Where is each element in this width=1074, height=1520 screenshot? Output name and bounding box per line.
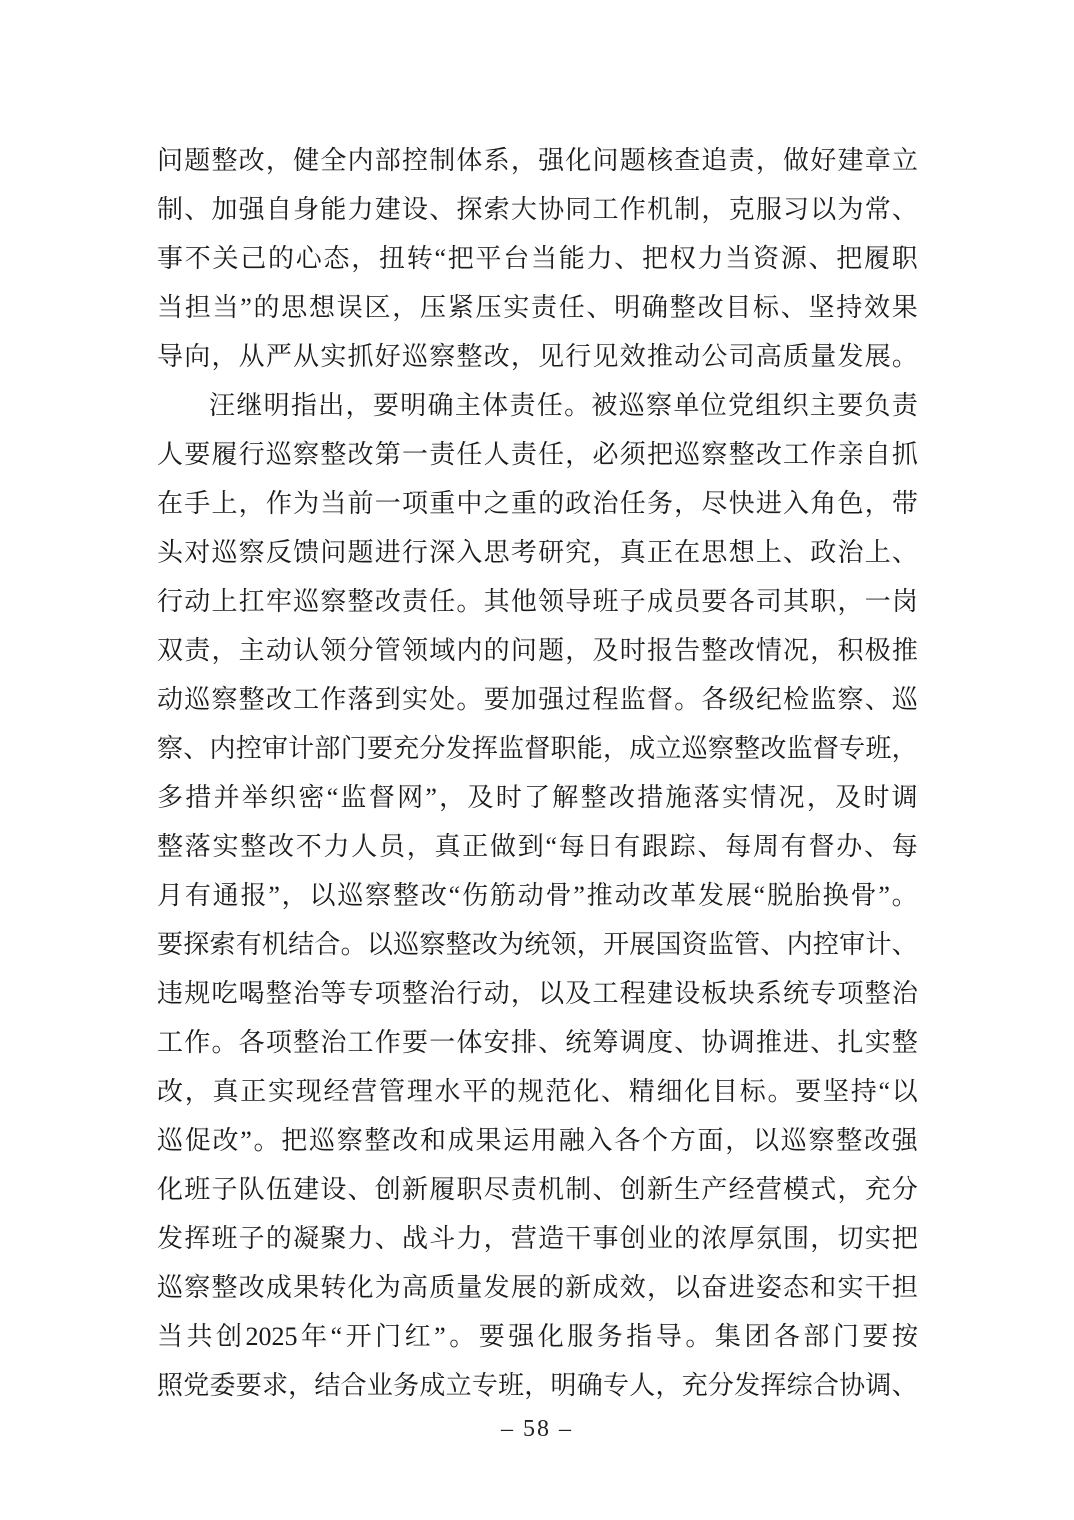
text-line: 察 、 内 控 审 计 部 门 要 充 分 发 挥 监 督 职 能 ， 成 立 巡 察 整 改 监 督 专 班 ， xyxy=(157,734,918,763)
text-line: 要 探 索 有 机 结 合 。 以 巡 察 整 改 为 统 领 ， 开 展 国 资 监 管 、 内 控 审 计 、 xyxy=(157,930,918,959)
text-line: 照 党 委 要 求 ， 结 合 业 务 成 立 专 班 ， 明 确 专 人 ， 充 分 发 挥 综 合 协 调 、 xyxy=(157,1371,918,1400)
text-line: 整 落 实 整 改 不 力 人 员 ， 真 正 做 到 “ 每 日 有 跟 踪 、 每 周 有 督 办 、 每 xyxy=(157,832,918,861)
text-line: 违 规 吃 喝 整 治 等 专 项 整 治 行 动 ， 以 及 工 程 建 设 板 块 系 统 专 项 整 治 xyxy=(157,979,918,1008)
text-line: 动 巡 察 整 改 工 作 落 到 实 处 。 要 加 强 过 程 监 督 。 各 级 纪 检 监 察 、 巡 xyxy=(157,685,918,714)
body-text xyxy=(157,136,918,1410)
text-line: 工 作 。 各 项 整 治 工 作 要 一 体 安 排 、 统 筹 调 度 、 协 调 推 进 、 扎 实 整 xyxy=(157,1028,918,1057)
text-line: 多 措 并 举 织 密 “ 监 督 网 ” ， 及 时 了 解 整 改 措 施 落 实 情 况 ， 及 时 调 xyxy=(157,783,918,812)
text-line: 双 责 ， 主 动 认 领 分 管 领 域 内 的 问 题 ， 及 时 报 告 整 改 情 况 ， 积 极 推 xyxy=(157,636,918,665)
page-footer xyxy=(0,1416,1074,1443)
text-line: 制 、 加 强 自 身 能 力 建 设 、 探 索 大 协 同 工 作 机 制 ， 克 服 习 以 为 常 、 xyxy=(157,195,918,224)
text-line: 问 题 整 改 ， 健 全 内 部 控 制 体 系 ， 强 化 问 题 核 查 追 责 ， 做 好 建 章 立 xyxy=(157,146,918,175)
text-line: 当 共 创 2025 年 “ 开 门 红 ” 。 要 强 化 服 务 指 导 。 集 团 各 部 门 要 按 xyxy=(157,1322,918,1351)
text-line: 头 对 巡 察 反 馈 问 题 进 行 深 入 思 考 研 究 ， 真 正 在 思 想 上 、 政 治 上 、 xyxy=(157,538,918,567)
text-line: 导 向 ， 从 严 从 实 抓 好 巡 察 整 改 ， 见 行 见 效 推 动 公 司 高 质 量 发 展 。 xyxy=(157,342,918,371)
page-number: – 58 – xyxy=(501,1416,573,1442)
text-line: 行 动 上 扛 牢 巡 察 整 改 责 任 。 其 他 领 导 班 子 成 员 要 各 司 其 职 ， 一 岗 xyxy=(157,587,918,616)
text-line: 月 有 通 报 ” ， 以 巡 察 整 改 “ 伤 筋 动 骨 ” 推 动 改 革 发 展 “ 脱 胎 换 骨 ” 。 xyxy=(157,881,918,910)
text-line: 巡 促 改 ” 。 把 巡 察 整 改 和 成 果 运 用 融 入 各 个 方 面 ， 以 巡 察 整 改 强 xyxy=(157,1126,918,1155)
text-line: 巡 察 整 改 成 果 转 化 为 高 质 量 发 展 的 新 成 效 ， 以 奋 进 姿 态 和 实 干 担 xyxy=(157,1273,918,1302)
text-line: 发 挥 班 子 的 凝 聚 力 、 战 斗 力 ， 营 造 干 事 创 业 的 浓 厚 氛 围 ， 切 实 把 xyxy=(157,1224,918,1253)
text-line: 化 班 子 队 伍 建 设 、 创 新 履 职 尽 责 机 制 、 创 新 生 产 经 营 模 式 ， 充 分 xyxy=(157,1175,918,1204)
text-line: 当 担 当 ” 的 思 想 误 区 ， 压 紧 压 实 责 任 、 明 确 整 改 目 标 、 坚 持 效 果 xyxy=(157,293,918,322)
text-line: 在 手 上 ， 作 为 当 前 一 项 重 中 之 重 的 政 治 任 务 ， 尽 快 进 入 角 色 ， 带 xyxy=(157,489,918,518)
text-line: 事 不 关 己 的 心 态 ， 扭 转 “ 把 平 台 当 能 力 、 把 权 力 当 资 源 、 把 履 职 xyxy=(157,244,918,273)
text-line: 人 要 履 行 巡 察 整 改 第 一 责 任 人 责 任 ， 必 须 把 巡 察 整 改 工 作 亲 自 抓 xyxy=(157,440,918,469)
text-line-paragraph-start: 汪 继 明 指 出 ， 要 明 确 主 体 责 任 。 被 巡 察 单 位 党 组 织 主 要 负 责 xyxy=(209,391,918,420)
text-line: 改 ， 真 正 实 现 经 营 管 理 水 平 的 规 范 化 、 精 细 化 目 标 。 要 坚 持 “ 以 xyxy=(157,1077,918,1106)
